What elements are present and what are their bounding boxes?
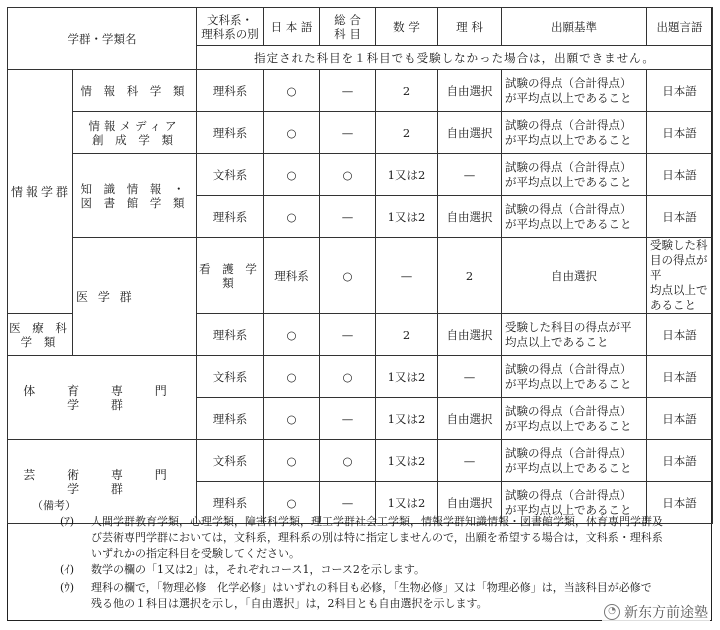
criteria-cell: 試験の得点（合計得点） が平均点以上であること: [502, 112, 647, 154]
japanese-cell: ○: [264, 398, 320, 440]
subject-name: 知 識 情 報 ・ 図 書 館 学 類: [73, 154, 197, 238]
science-cell: 自由選択: [438, 70, 502, 112]
group-medical: 医 学 群: [73, 238, 197, 356]
remark-text: 理科の欄で，「物理必修 化学必修」はいずれの科目も必修，「生物必修」又は「物理必修」は，当該科目が必修で 残る他の１科目は選択を示し，「自由選択」は，2科目とも自由選択を示します。: [91, 581, 652, 610]
stream-cell: 理科系: [197, 314, 264, 356]
general-cell: —: [320, 112, 376, 154]
header-math: 数 学: [376, 8, 438, 46]
general-cell: ○: [320, 356, 376, 398]
science-cell: 自由選択: [502, 238, 647, 314]
math-cell: 1又は2: [376, 196, 438, 238]
science-cell: 自由選択: [438, 482, 502, 524]
criteria-cell: 試験の得点（合計得点） が平均点以上であること: [502, 70, 647, 112]
math-cell: 2: [376, 70, 438, 112]
stream-cell: 文科系: [197, 356, 264, 398]
criteria-cell: 試験の得点（合計得点） が平均点以上であること: [502, 196, 647, 238]
header-general: 総 合 科 目: [320, 8, 376, 46]
header-language: 出題言語: [647, 8, 713, 46]
group-art: 芸 術 専 門 学 群: [8, 440, 197, 524]
group-info: 情報学群: [8, 70, 73, 314]
remark-text: 人間学群教育学類，心理学類，障害科学類，理工学群社会工学類，情報学群知識情報・図書館学類，体育専門学群及 び芸術専門学群においては，文科系，理科系の別は特に指定しませんので，出願を希望する場合は，文科系・理科系 いずれかの指定科目を受験してください。: [91, 515, 663, 560]
header-criteria: 出願基準: [502, 8, 647, 46]
subject-name: 看 護 学 類: [197, 238, 264, 314]
header-japanese: 日 本 語: [264, 8, 320, 46]
general-cell: ○: [320, 154, 376, 196]
general-cell: —: [320, 314, 376, 356]
stream-cell: 理科系: [197, 70, 264, 112]
remark-mark: (ｳ): [60, 581, 75, 594]
notice-text: 指定された科目を１科目でも受験しなかった場合は，出願できません。: [197, 46, 713, 70]
stream-cell: 理科系: [197, 196, 264, 238]
criteria-cell: 試験の得点（合計得点） が平均点以上であること: [502, 356, 647, 398]
header-faculty: 学群・学類名: [8, 8, 197, 70]
subject-name: 情報メディア 創 成 学 類: [73, 112, 197, 154]
language-cell: 日本語: [647, 440, 713, 482]
header-stream: 文科系・ 理科系の別: [197, 8, 264, 46]
general-cell: —: [376, 238, 438, 314]
watermark-text: 新东方前途塾: [624, 605, 708, 621]
table-row: [8, 154, 713, 196]
math-cell: 1又は2: [376, 482, 438, 524]
criteria-cell: 試験の得点（合計得点） が平均点以上であること: [502, 482, 647, 524]
japanese-cell: ○: [264, 314, 320, 356]
criteria-cell: 受験した科目の得点が平 均点以上であること: [647, 238, 713, 314]
language-cell: 日本語: [647, 112, 713, 154]
remark-mark: (ｱ): [60, 515, 75, 528]
criteria-cell: 試験の得点（合計得点） が平均点以上であること: [502, 440, 647, 482]
japanese-cell: ○: [264, 196, 320, 238]
header-science: 理 科: [438, 8, 502, 46]
criteria-cell: 受験した科目の得点が平 均点以上であること: [502, 314, 647, 356]
subject-name: 情 報 科 学 類: [73, 70, 197, 112]
subject-name: 医 療 科 学 類: [8, 314, 73, 356]
stream-cell: 理科系: [197, 482, 264, 524]
japanese-cell: ○: [264, 482, 320, 524]
stream-cell: 理科系: [197, 112, 264, 154]
science-cell: 自由選択: [438, 398, 502, 440]
stream-cell: 理科系: [264, 238, 320, 314]
japanese-cell: ○: [320, 238, 376, 314]
japanese-cell: ○: [264, 154, 320, 196]
language-cell: 日本語: [647, 356, 713, 398]
math-cell: 2: [376, 112, 438, 154]
math-cell: 1又は2: [376, 440, 438, 482]
table-row: [8, 356, 713, 398]
math-cell: 1又は2: [376, 154, 438, 196]
general-cell: —: [320, 482, 376, 524]
remark-mark: (ｲ): [60, 563, 75, 576]
language-cell: 日本語: [647, 70, 713, 112]
general-cell: —: [320, 196, 376, 238]
language-cell: 日本語: [647, 314, 713, 356]
science-cell: —: [438, 356, 502, 398]
math-cell: 2: [376, 314, 438, 356]
stream-cell: 文科系: [197, 440, 264, 482]
table-row: [8, 112, 713, 154]
table-row: [8, 440, 713, 482]
math-cell: 2: [438, 238, 502, 314]
table-row: [8, 238, 713, 314]
group-physical-education: 体 育 専 門 学 群: [8, 356, 197, 440]
science-cell: —: [438, 154, 502, 196]
science-cell: —: [438, 440, 502, 482]
math-cell: 1又は2: [376, 398, 438, 440]
table-row: [8, 70, 713, 112]
stream-cell: 理科系: [197, 398, 264, 440]
japanese-cell: ○: [264, 112, 320, 154]
japanese-cell: ○: [264, 70, 320, 112]
japanese-cell: ○: [264, 440, 320, 482]
header-row: [8, 8, 713, 46]
criteria-cell: 試験の得点（合計得点） が平均点以上であること: [502, 398, 647, 440]
admission-table: [7, 7, 713, 524]
remark-text: 数学の欄の「1又は2」は，それぞれコース1，コース2を示します。: [91, 563, 426, 576]
remarks-title: （備考）: [32, 499, 76, 512]
language-cell: 日本語: [647, 482, 713, 524]
general-cell: ○: [320, 440, 376, 482]
science-cell: 自由選択: [438, 196, 502, 238]
language-cell: 日本語: [647, 398, 713, 440]
general-cell: —: [320, 70, 376, 112]
criteria-cell: 試験の得点（合計得点） が平均点以上であること: [502, 154, 647, 196]
remarks-section: [8, 492, 710, 620]
watermark: [602, 602, 710, 622]
general-cell: —: [320, 398, 376, 440]
language-cell: 日本語: [647, 154, 713, 196]
science-cell: 自由選択: [438, 112, 502, 154]
language-cell: 日本語: [647, 196, 713, 238]
stream-cell: 文科系: [197, 154, 264, 196]
wechat-icon: ◔: [604, 604, 620, 620]
japanese-cell: ○: [264, 356, 320, 398]
science-cell: 自由選択: [438, 314, 502, 356]
math-cell: 1又は2: [376, 356, 438, 398]
